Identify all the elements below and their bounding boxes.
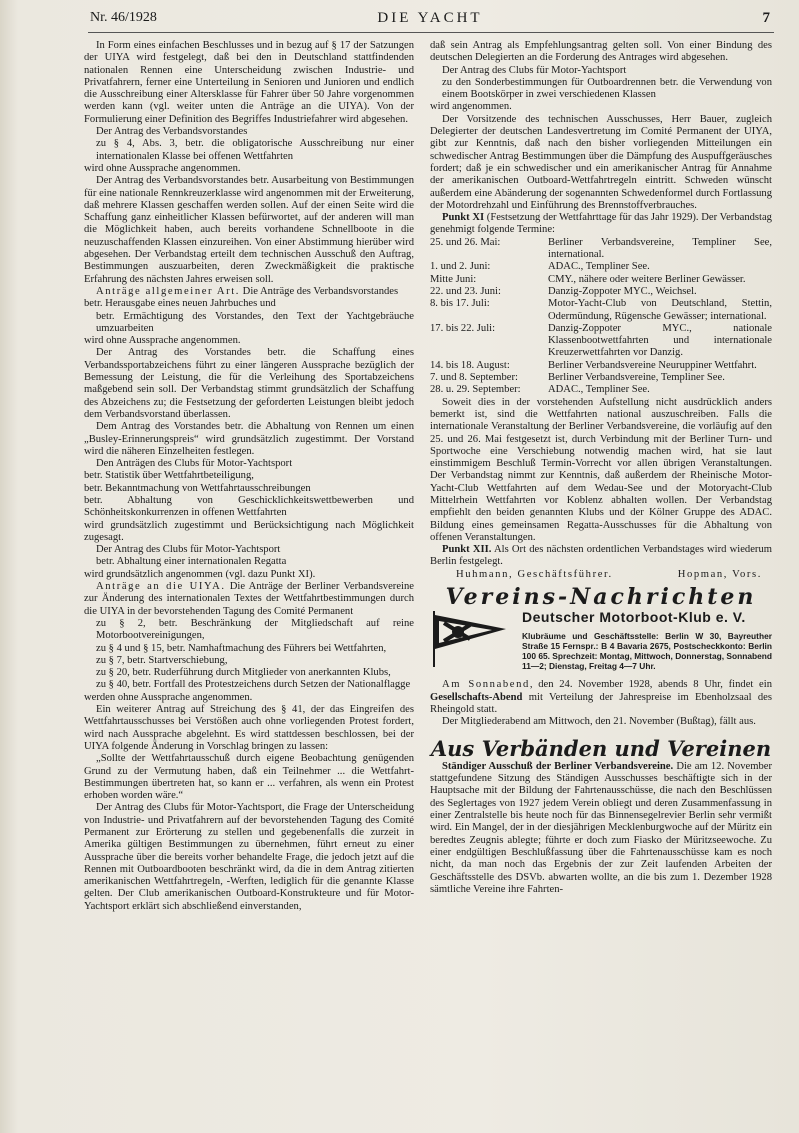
schedule-date: 1. und 2. Juni: bbox=[430, 261, 491, 273]
paragraph: daß sein Antrag als Empfehlungsantrag gelten soll. Von einer Bindung des deutschen Delegierten an die Forderung des Antrages wird abgesehen. bbox=[430, 40, 772, 64]
paragraph: wird angenommen. bbox=[430, 101, 512, 113]
section-heading: Punkt XI bbox=[442, 212, 485, 224]
section-heading: Anträge allgemeiner Art. bbox=[96, 285, 241, 297]
paragraph: zu § 20, betr. Ruderführung durch Mitglieder von anerkannten Klubs, bbox=[96, 667, 391, 679]
table-row bbox=[430, 298, 772, 323]
issue-number: Nr. 46/1928 bbox=[90, 10, 157, 25]
table-row bbox=[430, 274, 772, 286]
paragraph: betr. Ermächtigung des Vorstandes, den Text der Yachtgebräuche umzuarbeiten bbox=[96, 310, 414, 334]
paragraph: Der Antrag des Clubs für Motor-Yachtsport bbox=[442, 64, 627, 76]
text: Die Anträge des Verbandsvorstandes bbox=[242, 285, 399, 297]
page-number: 7 bbox=[762, 10, 770, 26]
schedule-event: Motor-Yacht-Club von Deutschland, Stettin, Odermündung, Rügensche Gewässer; international. bbox=[548, 298, 772, 322]
paragraph bbox=[430, 212, 772, 237]
section-heading: Ständiger Ausschuß der Berliner Verbandsvereine. bbox=[442, 760, 674, 772]
schedule-event: CMY., nähere oder weitere Berliner Gewässer. bbox=[548, 273, 746, 285]
paragraph: Soweit dies in der vorstehenden Aufstellung nicht ausdrücklich anders bemerkt ist, sind die Wettfahrten national auszuschreiben. Falls die internationale Veranstaltung der Berliner Verbandsvereine, die vorläufig auf den 25. und 26. Mai festgesetzt ist, durch Verbindung mit der Berliner Turn- und Sportwoche eine Verschiebung notwendig machen wird, hat sie laut einstimmigem Beschluß Termin-Vorrecht vor allen übrigen Veranstaltungen. Der Verbandstag nimmt zur Kenntnis, daß außerdem der Rheinische Motor-Yacht-Club Wettfahrten auf dem Wedau-See und der Motoryacht-Club Mittelrhein Wettfahrten vor Koblenz abhalten wollen. Der Verbandstag empfiehlt den beiden genannten Klubs und der Kölner Gruppe des ADAC. Bildung eines gemeinsamen Regatta-Ausschusses für die Abhaltung von offenen Veranstaltungen. bbox=[430, 396, 772, 543]
paragraph: Der Antrag des Clubs für Motor-Yachtsport bbox=[96, 544, 281, 556]
paragraph: Der Mitgliederabend am Mittwoch, den 21. November (Bußtag), fällt aus. bbox=[442, 716, 756, 728]
paragraph: zu § 40, betr. Fortfall des Protestzeichens durch Setzen der Nationalflagge bbox=[96, 679, 411, 691]
section-title-associations: Aus Verbänden und Vereinen bbox=[430, 735, 772, 761]
paragraph: Ein weiterer Antrag auf Streichung des § 41, der das Eingreifen des Wettfahrtausschusses bei Verstößen auch ohne vorliegenden Protest fordert, wird nach Aussprache abgelehnt. Es wird stattdessen beschlossen, bei der UIYA folgende Änderung in Vorschlag bringen zu lassen: bbox=[84, 704, 414, 752]
paragraph bbox=[430, 761, 772, 896]
paragraph bbox=[430, 679, 772, 716]
schedule-date: 8. bis 17. Juli: bbox=[430, 298, 490, 310]
paragraph: wird ohne Aussprache angenommen. bbox=[84, 162, 241, 174]
signature-secretary: Huhmann, Geschäftsführer. bbox=[456, 568, 613, 580]
table-row bbox=[430, 384, 772, 396]
right-column bbox=[430, 40, 772, 896]
publication-title: DIE YACHT bbox=[377, 10, 483, 26]
paragraph: zu § 7, betr. Startverschiebung, bbox=[96, 654, 228, 666]
paragraph: Der Antrag des Verbandsvorstandes betr. Ausarbeitung von Bestimmungen für eine nationale Rennkreuzerklasse wird angenommen mit der Erweiterung, daß mehrere Klassen geschaffen werden sollen. Auf der einen Seite wird die Schaffung ganz einheitlicher Klassen befürwortet, auf der anderen will man die Möglichkeit haben, auch bereits vorhandene Schnellboote in die neuzuschaffenden Klassen einzureihen. Von einer Abstimmung hierüber wird abgesehen. Der Verbandstag erteilt dem technischen Ausschuß den Auftrag, Bestimmungen auszuarbeiten, deren Zweckmäßigkeit die praktische Erfahrung des nächsten Jahres erweisen soll. bbox=[84, 175, 414, 285]
schedule-date: 28. u. 29. September: bbox=[430, 384, 521, 396]
paragraph: Dem Antrag des Vorstandes betr. die Abhaltung von Rennen um einen „Busley-Erinnerungspreis“ wird grundsätzlich zugestimmt. Der Vorstand wird die näheren Einzelheiten festlegen. bbox=[84, 421, 414, 457]
paragraph: betr. Herausgabe eines neuen Jahrbuches und bbox=[84, 298, 276, 310]
paragraph: wird ohne Aussprache angenommen. bbox=[84, 335, 241, 347]
paragraph: werden ohne Aussprache angenommen. bbox=[84, 691, 253, 703]
left-column bbox=[84, 40, 414, 913]
table-row bbox=[430, 286, 772, 298]
signature-chairman: Hopman, Vors. bbox=[677, 568, 762, 580]
page-header bbox=[90, 10, 770, 34]
paragraph: zu § 2, betr. Beschränkung der Mitgliedschaft auf reine Motorbootvereinigungen, bbox=[96, 617, 414, 642]
schedule-date: 25. und 26. Mai: bbox=[430, 236, 501, 248]
text: Als Ort des nächsten ordentlichen Verbandstages wird wiederum Berlin festgelegt. bbox=[430, 544, 772, 568]
table-row bbox=[430, 261, 772, 273]
paragraph: betr. Abhaltung von Geschicklichkeitswettbewerben und Schönheitskonkurrenzen in offenen Wettfahrten bbox=[84, 494, 414, 519]
schedule-date: 14. bis 18. August: bbox=[430, 359, 510, 371]
text: Am Sonnabend bbox=[442, 679, 530, 691]
schedule-date: 7. und 8. September: bbox=[430, 372, 518, 384]
paragraph: Der Antrag des Verbandsvorstandes bbox=[96, 126, 248, 138]
paragraph bbox=[84, 581, 414, 618]
header-rule bbox=[88, 32, 774, 33]
text: Die am 12. November stattgefundene Sitzung des Ständigen Ausschusses beschäftigte sich in der Hauptsache mit der Bildung der Fahrtenausschüsse, die nach den Beschlüssen des Seglertages von 1927 jedem Verein obliegt und deren Zusammenfassung in einer Zentralstelle bis heute noch für das Binnensegelrevier Berlin sehr vermißt wird. Ein Mangel, der in der diesjährigen Mecklenburgwoche auf der Müritz ein beredtes Zeugnis ablegte; führte er doch zum Fiasko der Müritzseewoche. Zu einer endgültigen Beschlußfassung über die Fahrtenausschüsse kam es noch nicht, da man noch das Ergebnis der zur Zeit laufenden Arbeiten der Geschäftsstelle des DSVb. abwarten wollte, an die bis zum 1. Dezember 1928 sämtliche Vereine ihre Fahrten- bbox=[430, 760, 772, 895]
table-row bbox=[430, 323, 772, 360]
section-title-club-news: Vereins-Nachrichten bbox=[445, 584, 757, 611]
club-address: Klubräume und Geschäftsstelle: Berlin W 30, Bayreuther Straße 15 Fernspr.: B 4 Bavaria 2675, Postscheckkonto: Berlin 100 65. Sprechzeit: Montag, Mittwoch, Donnerstag, Sonnabend 11—2; Dienstag, Freitag 4—7 Uhr. bbox=[522, 631, 772, 672]
schedule-table bbox=[430, 237, 772, 397]
paragraph: wird grundsätzlich zugestimmt und Berücksichtigung nach Möglichkeit zugesagt. bbox=[84, 519, 414, 543]
paragraph: zu § 4, Abs. 3, betr. die obligatorische Ausschreibung nur einer internationalen Klasse bei offenen Wettfahrten bbox=[96, 138, 414, 162]
section-heading: Punkt XII. bbox=[442, 544, 492, 556]
schedule-event: Berliner Verbandsvereine, Templiner See. bbox=[548, 372, 725, 384]
table-row bbox=[430, 360, 772, 372]
schedule-event: Berliner Verbandsvereine Neuruppiner Wettfahrt. bbox=[548, 359, 757, 371]
schedule-date: Mitte Juni: bbox=[430, 273, 477, 285]
paragraph: zu § 4 und § 15, betr. Namhaftmachung des Führers bei Wettfahrten, bbox=[96, 642, 387, 654]
paragraph bbox=[84, 286, 414, 298]
schedule-event: Danzig-Zoppoter MYC., Weichsel. bbox=[548, 285, 697, 297]
paragraph: Der Antrag des Vorstandes betr. die Schaffung eines Verbandssportabzeichens führt zu einer längeren Aussprache bezüglich der Bemessung der Leistung, die für die Verleihung des Sportabzeichens maßgebend sein soll. Der Verbandstag stimmt grundsätzlich der Schaffung des Abzeichens zu; die Festsetzung der geforderten Leistungen bleibt jedoch dem Verbandsvorstand überlassen. bbox=[84, 347, 414, 420]
table-row bbox=[430, 237, 772, 262]
paragraph: betr. Abhaltung einer internationalen Regatta bbox=[96, 556, 287, 568]
paragraph: betr. Bekanntmachung von Wettfahrtausschreibungen bbox=[84, 482, 311, 494]
schedule-event: ADAC., Templiner See. bbox=[548, 261, 650, 273]
text: , den 24. November 1928, abends 8 Uhr, findet ein bbox=[529, 679, 772, 691]
text: Die Anträge der Berliner Verbandsvereine zur Änderung des internationalen Textes der Wettfahrtbestimmungen durch die UIYA in der bevorstehenden Tagung des Comité Permanent bbox=[84, 581, 414, 617]
quote-paragraph: „Sollte der Wettfahrtausschuß durch eigene Beobachtung genügenden Grund zu der Vermutung haben, daß ein Teilnehmer ... die Wettfahrt-Bestimmungen übertreten hat, so kann er ... verfahren, als wenn ein Protest erhoben worden wäre.“ bbox=[84, 753, 414, 802]
paragraph: Den Anträgen des Clubs für Motor-Yachtsport bbox=[96, 458, 293, 470]
schedule-event: Danzig-Zoppoter MYC., nationale Klassenbootwettfahrten und internationale Kreuzerwettfahrten vor Danzig. bbox=[548, 322, 772, 359]
schedule-date: 17. bis 22. Juli: bbox=[430, 322, 496, 334]
paragraph bbox=[430, 544, 772, 569]
paragraph: betr. Statistik über Wettfahrtbeteiligung, bbox=[84, 470, 254, 482]
table-row bbox=[430, 372, 772, 384]
text: mit Verteilung der Jahrespreise im Ebenholzsaal des Rheingold statt. bbox=[430, 691, 773, 715]
text: (Festsetzung der Wettfahrttage für das Jahr 1929). Der Verbandstag genehmigt folgende Termine: bbox=[430, 212, 772, 236]
club-name: Deutscher Motorboot-Klub e. V. bbox=[522, 609, 746, 626]
schedule-event: ADAC., Templiner See. bbox=[548, 384, 650, 396]
section-heading: Anträge an die UIYA. bbox=[96, 581, 226, 593]
paragraph: wird grundsätzlich angenommen (vgl. dazu Punkt XI). bbox=[84, 568, 316, 580]
club-notice bbox=[430, 609, 772, 675]
paragraph: In Form eines einfachen Beschlusses und in bezug auf § 17 der Satzungen der UIYA wird festgelegt, daß bei den in Deutschland stattfindenden nationalen Rennen eine Unterscheidung zwischen Industrie- und Privatfahrern, ferner eine Unterteilung in Senioren und Junioren und endlich die Ausschreibung einer Altersklasse für Fahrer über 50 Jahre vorgenommen werden kann (vgl. weiter unten die Anträge an die UIYA). Von der Formulierung einer Definition des Begriffes Industriefahrer wird abgesehen. bbox=[84, 40, 414, 125]
paragraph: Der Antrag des Clubs für Motor-Yachtsport, die Frage der Unterscheidung von Industrie- und Privatfahrern auf der bevorstehenden Tagung des Comité Permanent zur Erörterung zu stellen und gegebenenfalls die zurzeit in Amerika gültigen Bestimmungen zu übernehmen, führt erneut zu einer Aussprache über die bereits vorher behandelte Frage, die jedoch jetzt auf die Rennen mit Outboardbooten beschränkt wird, da die in dem Antrag zitierten amerikanischen Wettfahrtregeln, -Werften, lediglich für die genannte Klasse gelten. Der Club amerikanischen Outboard-Konstrukteure und für Motor-Yachtsport erklärt sich abschließend einverstanden, bbox=[84, 802, 414, 912]
schedule-event: Berliner Verbandsvereine, Templiner See, international. bbox=[548, 236, 772, 261]
schedule-date: 22. und 23. Juni: bbox=[430, 285, 501, 297]
paragraph: zu den Sonderbestimmungen für Outboardrennen betr. die Verwendung von einem Bootskörper in zwei verschiedenen Klassen bbox=[442, 76, 772, 101]
club-pennant-icon bbox=[430, 609, 510, 669]
paragraph: Der Vorsitzende des technischen Ausschusses, Herr Bauer, zugleich Delegierter der deutschen Landesvertretung im Comité Permanent der UIYA, gibt zur Kenntnis, daß nach den bisher vorliegenden Mitteilungen ein schwedischer Antrag Bestimmungen über die Dämpfung des Auspuffgeräusches fordert; daß je ein schwedischer und ein amerikanischer Antrag für Annahme der amerikanischen Outboard-Wettfahrtregeln eintritt. Schweden wünscht außerdem eine Abänderung der sogenannten Schwedenformel durch Fortlassung der Motordrehzahl und Einführung des Brennstoffverbrauches. bbox=[430, 113, 772, 211]
signature-line bbox=[430, 569, 772, 581]
text: Gesellschafts-Abend bbox=[430, 691, 523, 703]
